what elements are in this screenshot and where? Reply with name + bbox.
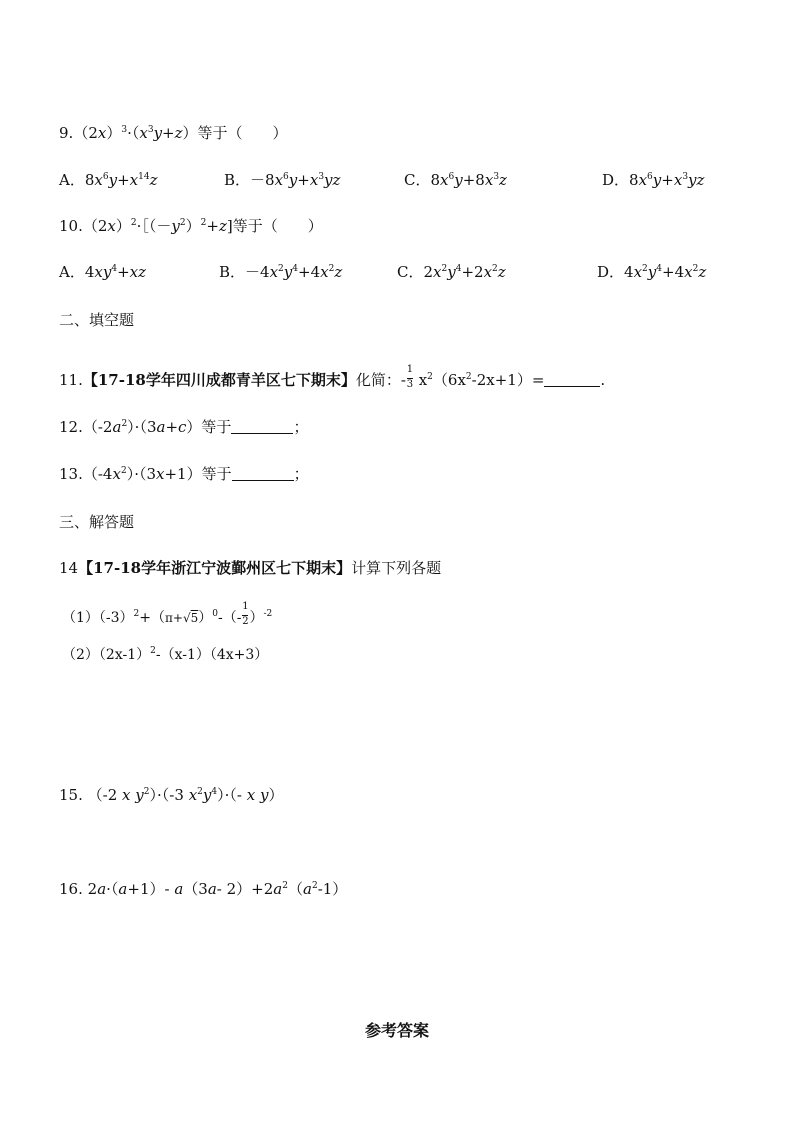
option-9b: B．$-8x^6y+x^3yz$ — [224, 171, 341, 189]
question-14: 14【17-18学年浙江宁波鄞州区七下期末】计算下列各题 — [59, 559, 442, 577]
section-heading-solve: 三、解答题 — [59, 513, 135, 531]
answers-title: 参考答案 — [364, 1021, 429, 1040]
source-tag: 【17-18学年浙江宁波鄞州区七下期末】 — [78, 559, 352, 577]
question-16: 16. 2a·（a+1）- a（3a- $2)+2a^2(a^2-1)$ — [59, 880, 348, 898]
question-10-options — [59, 262, 719, 284]
question-14-part-2: $(2)(2x-1)^2-(x-1)(4x+3)$ — [62, 646, 269, 663]
option-10d: D．$4x^2y^4+4x^2z$ — [597, 263, 707, 281]
question-15: 15. （-2 x $y^2)\cdot(-3$ $x^2y^4)\cdot(-$ x y） — [59, 786, 284, 804]
section-heading-fill-blank: 二、填空题 — [59, 311, 135, 329]
option-9c: C．$8x^6y+8x^3z$ — [404, 171, 507, 189]
question-9: $9.(2x)^3\cdot(x^3y+z)$等于（ ） — [59, 124, 288, 142]
question-9-options — [59, 170, 719, 192]
question-10: $10.(2x)^2\cdot[(-y^2)^2+z$]等于（ ） — [59, 217, 323, 235]
answer-blank[interactable] — [544, 372, 600, 387]
option-10c: C．$2x^2y^4+2x^2z$ — [397, 263, 506, 281]
question-12: $12.(-2a^2)\cdot(3a+c)$等于 ； — [59, 418, 309, 436]
question-14-part-1: $(1)(-3)^2+(\pi+√5)^0-(-$ $\frac{1}{2}$ ）$^{-2}$ — [62, 601, 273, 627]
question-13: $13.(-4x^2)\cdot(3x+1)$等于 ； — [59, 465, 309, 483]
question-11: 11.【17-18学年四川成都青羊区七下期末】化简：- $\frac{1}{3}$ $x^2(6x^2-2x+1)=$ . — [59, 364, 606, 390]
option-10a: A．$4xy^4+xz$ — [59, 263, 147, 281]
option-10b: B．$-4x^2y^4+4x^2z$ — [219, 263, 343, 281]
option-9d: D．$8x^6y+x^3yz$ — [602, 171, 705, 189]
source-tag: 【17-18学年四川成都青羊区七下期末】 — [82, 371, 356, 389]
answer-blank[interactable] — [231, 419, 293, 434]
answer-blank[interactable] — [232, 466, 294, 481]
option-9a: A．$8x^6y+x^{14}z$ — [59, 171, 158, 189]
